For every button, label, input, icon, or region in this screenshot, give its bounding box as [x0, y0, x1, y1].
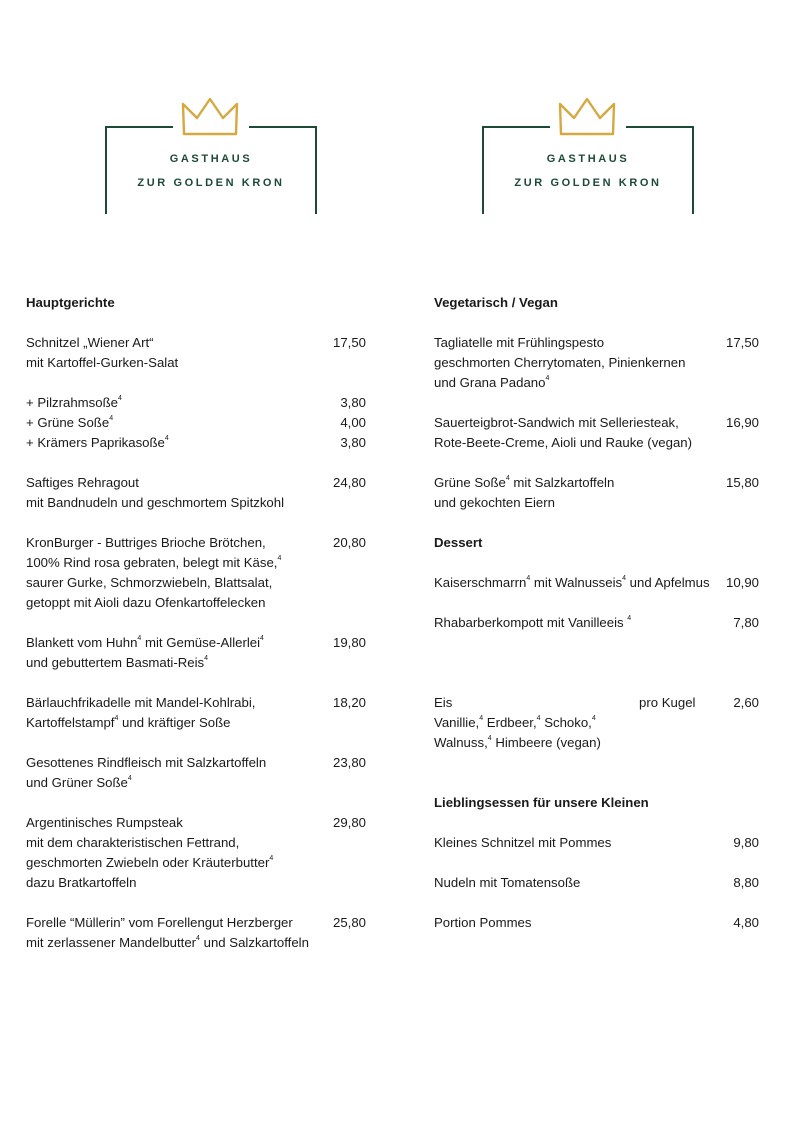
section-heading-main-dishes: Hauptgerichte — [26, 295, 115, 310]
item-line: Forelle “Müllerin” vom Forellengut Herzberger — [26, 915, 293, 930]
item-line: + Grüne Soße — [26, 415, 110, 430]
item-line: mit dem charakteristischen Fettrand, — [26, 835, 240, 850]
menu-item-gruene-sosse — [434, 473, 759, 513]
item-line: Grüne Soße — [434, 475, 506, 490]
item-line: und Salzkartoffeln — [199, 935, 309, 950]
allergen-note: 4 — [117, 395, 122, 402]
menu-item-rhabarberkompott — [434, 613, 759, 633]
menu-item-nudeln — [434, 873, 759, 893]
item-line: mit Salzkartoffeln — [509, 475, 615, 490]
allergen-note: 4 — [114, 715, 119, 722]
menu-item-sandwich — [434, 413, 759, 453]
menu-item-rehragout — [26, 473, 366, 513]
item-price: 4,00 — [340, 415, 366, 430]
item-line: und gebuttertem Basmati-Reis — [26, 655, 205, 670]
item-line: Nudeln mit Tomatensoße — [434, 875, 581, 890]
allergen-note: 4 — [526, 575, 531, 582]
allergen-note: 4 — [204, 655, 209, 662]
allergen-note: 4 — [277, 555, 282, 562]
menu-item-kaiserschmarrn — [434, 573, 759, 593]
item-price: 18,20 — [332, 695, 366, 710]
menu-item-rindfleisch — [26, 753, 366, 793]
allergen-note: 4 — [260, 635, 264, 642]
item-line: und kräftiger Soße — [118, 715, 231, 730]
item-line: Schnitzel „Wiener Art“ — [26, 335, 154, 350]
item-line: Schoko, — [540, 715, 592, 730]
item-price: 2,60 — [733, 695, 759, 710]
menu-item-addon-pilzrahmsosse — [26, 393, 366, 413]
item-line: mit Walnusseis — [530, 575, 623, 590]
item-line: Rote-Beete-Creme, Aioli und Rauke (vegan) — [434, 435, 693, 450]
item-price: 23,80 — [332, 755, 366, 770]
section-heading-dessert: Dessert — [434, 535, 483, 550]
section-heading-vegetarian: Vegetarisch / Vegan — [434, 295, 558, 310]
item-line: Himbeere (vegan) — [491, 735, 601, 750]
item-line: saurer Gurke, Schmorzwiebeln, Blattsalat, — [26, 575, 273, 590]
item-price: 29,80 — [332, 815, 366, 830]
menu-item-pommes — [434, 913, 759, 933]
menu-item-baerlauchfrikadelle — [26, 693, 366, 733]
logo-line-2: ZUR GOLDEN KRON — [514, 177, 662, 189]
item-line: mit Bandnudeln und geschmortem Spitzkohl — [26, 495, 285, 510]
item-line: und Grana Padano — [434, 375, 546, 390]
item-line: und gekochten Eiern — [434, 495, 555, 510]
item-price: 19,80 — [332, 635, 366, 650]
item-price: 7,80 — [733, 615, 759, 630]
allergen-note: 4 — [164, 435, 169, 442]
item-line: geschmorten Zwiebeln oder Kräuterbutter — [26, 855, 270, 870]
menu-item-blankett — [26, 633, 366, 673]
vegetarian-dessert-kids-column — [434, 293, 759, 933]
item-unit: pro Kugel — [639, 695, 696, 710]
item-price: 8,80 — [733, 875, 759, 890]
item-line: Bärlauchfrikadelle mit Mandel-Kohlrabi, — [26, 695, 256, 710]
item-line: Kartoffelstampf — [26, 715, 115, 730]
menu-item-kronburger — [26, 533, 366, 613]
allergen-note: 4 — [591, 715, 596, 722]
item-line: + Krämers Paprikasoße — [26, 435, 165, 450]
item-line: Sauerteigbrot-Sandwich mit Selleriesteak, — [434, 415, 679, 430]
item-line: Kleines Schnitzel mit Pommes — [434, 835, 612, 850]
item-line: + Pilzrahmsoße — [26, 395, 118, 410]
item-line: Kaiserschmarrn — [434, 575, 527, 590]
menu-item-addon-gruene-sosse — [26, 413, 366, 433]
logo-frame — [482, 126, 694, 214]
item-price: 17,50 — [332, 335, 366, 350]
allergen-note: 4 — [109, 415, 114, 422]
menu-item-kids-schnitzel — [434, 833, 759, 853]
allergen-note: 4 — [545, 375, 550, 382]
menu-item-schnitzel — [26, 333, 366, 373]
item-line: Tagliatelle mit Frühlingspesto — [434, 335, 605, 350]
item-price: 9,80 — [733, 835, 759, 850]
logo-line-2: ZUR GOLDEN KRON — [137, 177, 285, 189]
logo-right — [482, 96, 694, 214]
item-line: dazu Bratkartoffeln — [26, 875, 137, 890]
menu-item-addon-paprikasosse — [26, 433, 366, 453]
main-dishes-column — [26, 293, 366, 953]
item-line: Portion Pommes — [434, 915, 532, 930]
allergen-note: 4 — [622, 575, 626, 582]
item-price: 20,80 — [332, 535, 366, 550]
allergen-note: 4 — [269, 855, 274, 862]
item-line: getoppt mit Aioli dazu Ofenkartoffelecken — [26, 595, 266, 610]
item-line: geschmorten Cherrytomaten, Pinienkernen — [434, 355, 686, 370]
item-line: und Grüner Soße — [26, 775, 128, 790]
menu-item-eis — [434, 693, 759, 753]
logo-line-1: GASTHAUS — [546, 153, 630, 165]
item-price: 10,90 — [725, 575, 759, 590]
section-heading-kids: Lieblingsessen für unsere Kleinen — [434, 795, 649, 810]
item-price: 3,80 — [340, 395, 366, 410]
menu-item-tagliatelle — [434, 333, 759, 393]
item-line: Erdbeer, — [483, 715, 537, 730]
item-line: mit Gemüse-Allerlei — [141, 635, 261, 650]
item-price: 17,50 — [725, 335, 759, 350]
allergen-note: 4 — [127, 775, 132, 782]
item-line: Eis — [434, 695, 453, 710]
item-price: 25,80 — [332, 915, 366, 930]
item-line: Gesottenes Rindfleisch mit Salzkartoffeln — [26, 755, 267, 770]
item-line: Rhabarberkompott mit Vanilleeis — [434, 615, 628, 630]
allergen-note: 4 — [627, 615, 632, 622]
item-price: 16,90 — [725, 415, 759, 430]
item-line: mit Kartoffel-Gurken-Salat — [26, 355, 179, 370]
allergen-note: 4 — [196, 935, 200, 942]
menu-item-forelle — [26, 913, 366, 953]
item-price: 15,80 — [725, 475, 759, 490]
logo-frame — [105, 126, 317, 214]
item-line: und Apfelmus — [626, 575, 710, 590]
item-line: Argentinisches Rumpsteak — [26, 815, 183, 830]
item-line: KronBurger - Buttriges Brioche Brötchen, — [26, 535, 266, 550]
allergen-note: 4 — [479, 715, 484, 722]
allergen-note: 4 — [137, 635, 142, 642]
logo-left — [105, 96, 317, 214]
menu-item-rumpsteak — [26, 813, 366, 893]
item-line: Blankett vom Huhn — [26, 635, 138, 650]
item-line: Saftiges Rehragout — [26, 475, 139, 490]
allergen-note: 4 — [487, 735, 492, 742]
item-price: 3,80 — [340, 435, 366, 450]
allergen-note: 4 — [536, 715, 541, 722]
logo-line-1: GASTHAUS — [169, 153, 253, 165]
item-line: 100% Rind rosa gebraten, belegt mit Käse, — [26, 555, 278, 570]
item-line: Walnuss, — [434, 735, 488, 750]
item-line: Vanillie, — [434, 715, 480, 730]
item-price: 4,80 — [733, 915, 759, 930]
allergen-note: 4 — [505, 475, 510, 482]
item-line: mit zerlassener Mandelbutter — [26, 935, 197, 950]
item-price: 24,80 — [332, 475, 366, 490]
